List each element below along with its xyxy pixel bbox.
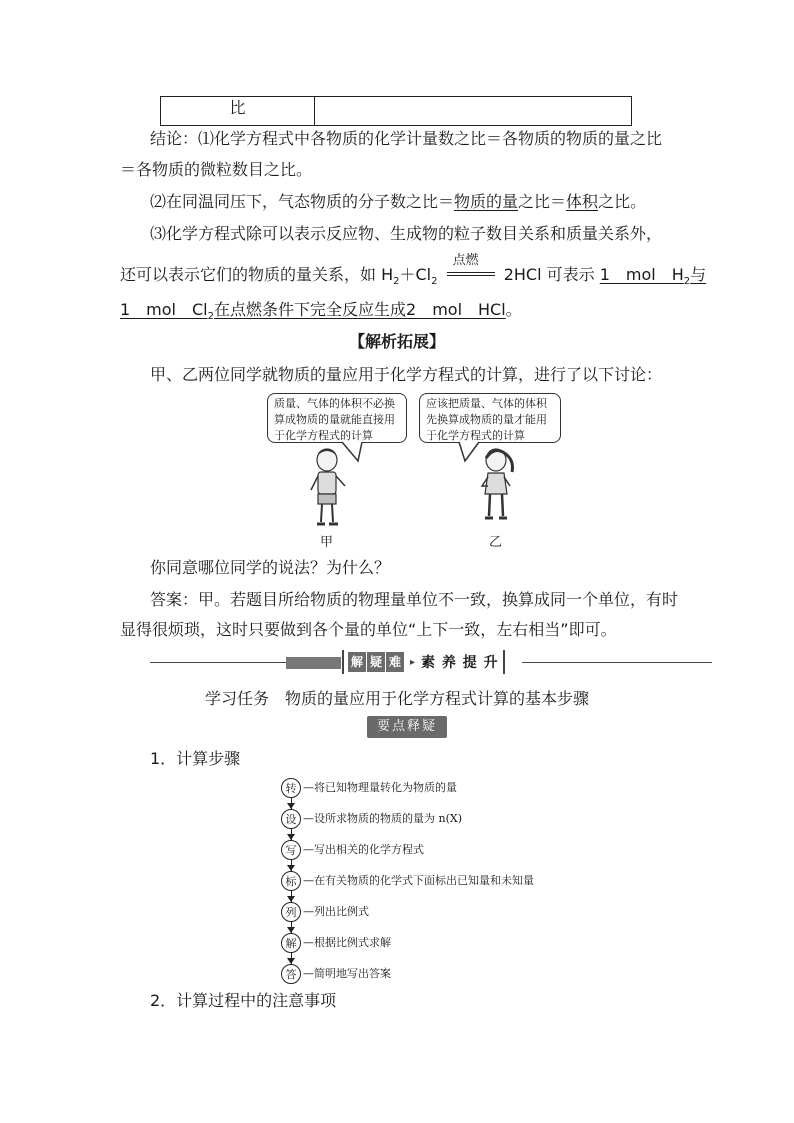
reaction-arrow bbox=[443, 253, 499, 286]
discussion-intro: 甲、乙两位同学就物质的量应用于化学方程式的计算，进行了以下讨论： bbox=[150, 365, 663, 384]
flow-step-text: —根据比例式求解 bbox=[303, 936, 391, 949]
banner-title bbox=[342, 650, 505, 674]
step-circle-icon: 标 bbox=[281, 871, 301, 891]
step-circle-icon: 列 bbox=[281, 902, 301, 922]
key-points-pill: 要点释疑 bbox=[367, 716, 447, 738]
conclusion-label: 结论： bbox=[150, 129, 199, 148]
banner-title-text: 素 养 提 升 bbox=[421, 655, 499, 671]
banner-badge: 解 疑 难 bbox=[348, 652, 404, 672]
table-cell-empty bbox=[315, 97, 631, 125]
reaction-condition: 点燃 bbox=[452, 253, 479, 268]
banner-arrow-icon: ▸ bbox=[410, 656, 416, 668]
conclusion-point-3: ⑶化学方程式除可以表示反应物、生成物的粒子数目关系和质量关系外， bbox=[150, 224, 663, 243]
section-header: 【解析拓展】 bbox=[348, 332, 445, 351]
flow-step-text: —写出相关的化学方程式 bbox=[303, 843, 424, 856]
equation-line-2: 1 mol $Cl_2$在点燃条件下完全反应生成2 mol HCl。 bbox=[120, 300, 522, 323]
table-cell-ratio: 比 bbox=[161, 97, 315, 125]
flow-step-text: —将已知物理量转化为物质的量 bbox=[303, 781, 457, 794]
student-boy-illustration bbox=[305, 446, 353, 532]
speech-bubble-yi: 应该把质量、气体的体积先换算成物质的量才能用于化学方程式的计算 bbox=[419, 393, 561, 443]
step-circle-icon: 解 bbox=[281, 933, 301, 953]
step-circle-icon: 写 bbox=[281, 840, 301, 860]
student-girl-illustration bbox=[474, 446, 520, 526]
step-circle-icon: 答 bbox=[281, 964, 301, 984]
conclusion-line-2: ＝各物质的微粒数目之比。 bbox=[120, 160, 313, 179]
ratio-table-row bbox=[160, 96, 632, 126]
step-circle-icon: 设 bbox=[281, 809, 301, 829]
flow-step-text: —简明地写出答案 bbox=[303, 967, 391, 980]
equation-line: 还可以表示它们的物质的量关系，如 $H_2+Cl_2$ 点燃 2HCl 可表示 1 mol $H_2$与 bbox=[120, 264, 706, 293]
heading-calculation-steps: 1．计算步骤 bbox=[150, 749, 241, 768]
flow-arrowheads bbox=[286, 798, 298, 978]
banner-bar-left bbox=[286, 657, 341, 669]
conclusion-line-1: 结论：⑴化学方程式中各物质的化学计量数之比＝各物质的物质的量之比 bbox=[150, 129, 663, 148]
answer-line-2: 显得很烦琐，这时只要做到各个量的单位“上下一致，左右相当”即可。 bbox=[120, 620, 617, 639]
label-jia: 甲 bbox=[320, 535, 334, 550]
underlined-answer: 1 mol $H_2$与 bbox=[599, 265, 707, 288]
answer-line-1: 答案：甲。若题目所给物质的物理量单位不一致，换算成同一个单位，有时 bbox=[150, 590, 679, 609]
flow-step-text: —列出比例式 bbox=[303, 905, 369, 918]
step-circle-icon: 转 bbox=[281, 778, 301, 798]
question-text: 你同意哪位同学的说法？为什么？ bbox=[150, 558, 391, 577]
flow-step-text: —在有关物质的化学式下面标出已知量和未知量 bbox=[303, 874, 534, 887]
banner-rule-right bbox=[522, 662, 712, 663]
speech-bubble-jia: 质量、气体的体积不必换算成物质的量就能直接用于化学方程式的计算 bbox=[267, 393, 407, 443]
label-yi: 乙 bbox=[489, 535, 503, 550]
underlined-answer: 体积 bbox=[566, 192, 599, 211]
underlined-answer: 1 mol $Cl_2$在点燃条件下完全反应生成2 mol HCl bbox=[120, 300, 506, 323]
underlined-answer: 物质的量 bbox=[454, 192, 519, 211]
task-title: 学习任务 物质的量应用于化学方程式计算的基本步骤 bbox=[204, 689, 589, 708]
flow-step-text: —设所求物质的物质的量为 n(X) bbox=[303, 812, 462, 825]
flow-step bbox=[281, 778, 301, 798]
conclusion-point-2: ⑵在同温同压下，气态物质的分子数之比＝物质的量之比＝体积之比。 bbox=[150, 192, 647, 211]
heading-notes: 2．计算过程中的注意事项 bbox=[150, 991, 337, 1010]
